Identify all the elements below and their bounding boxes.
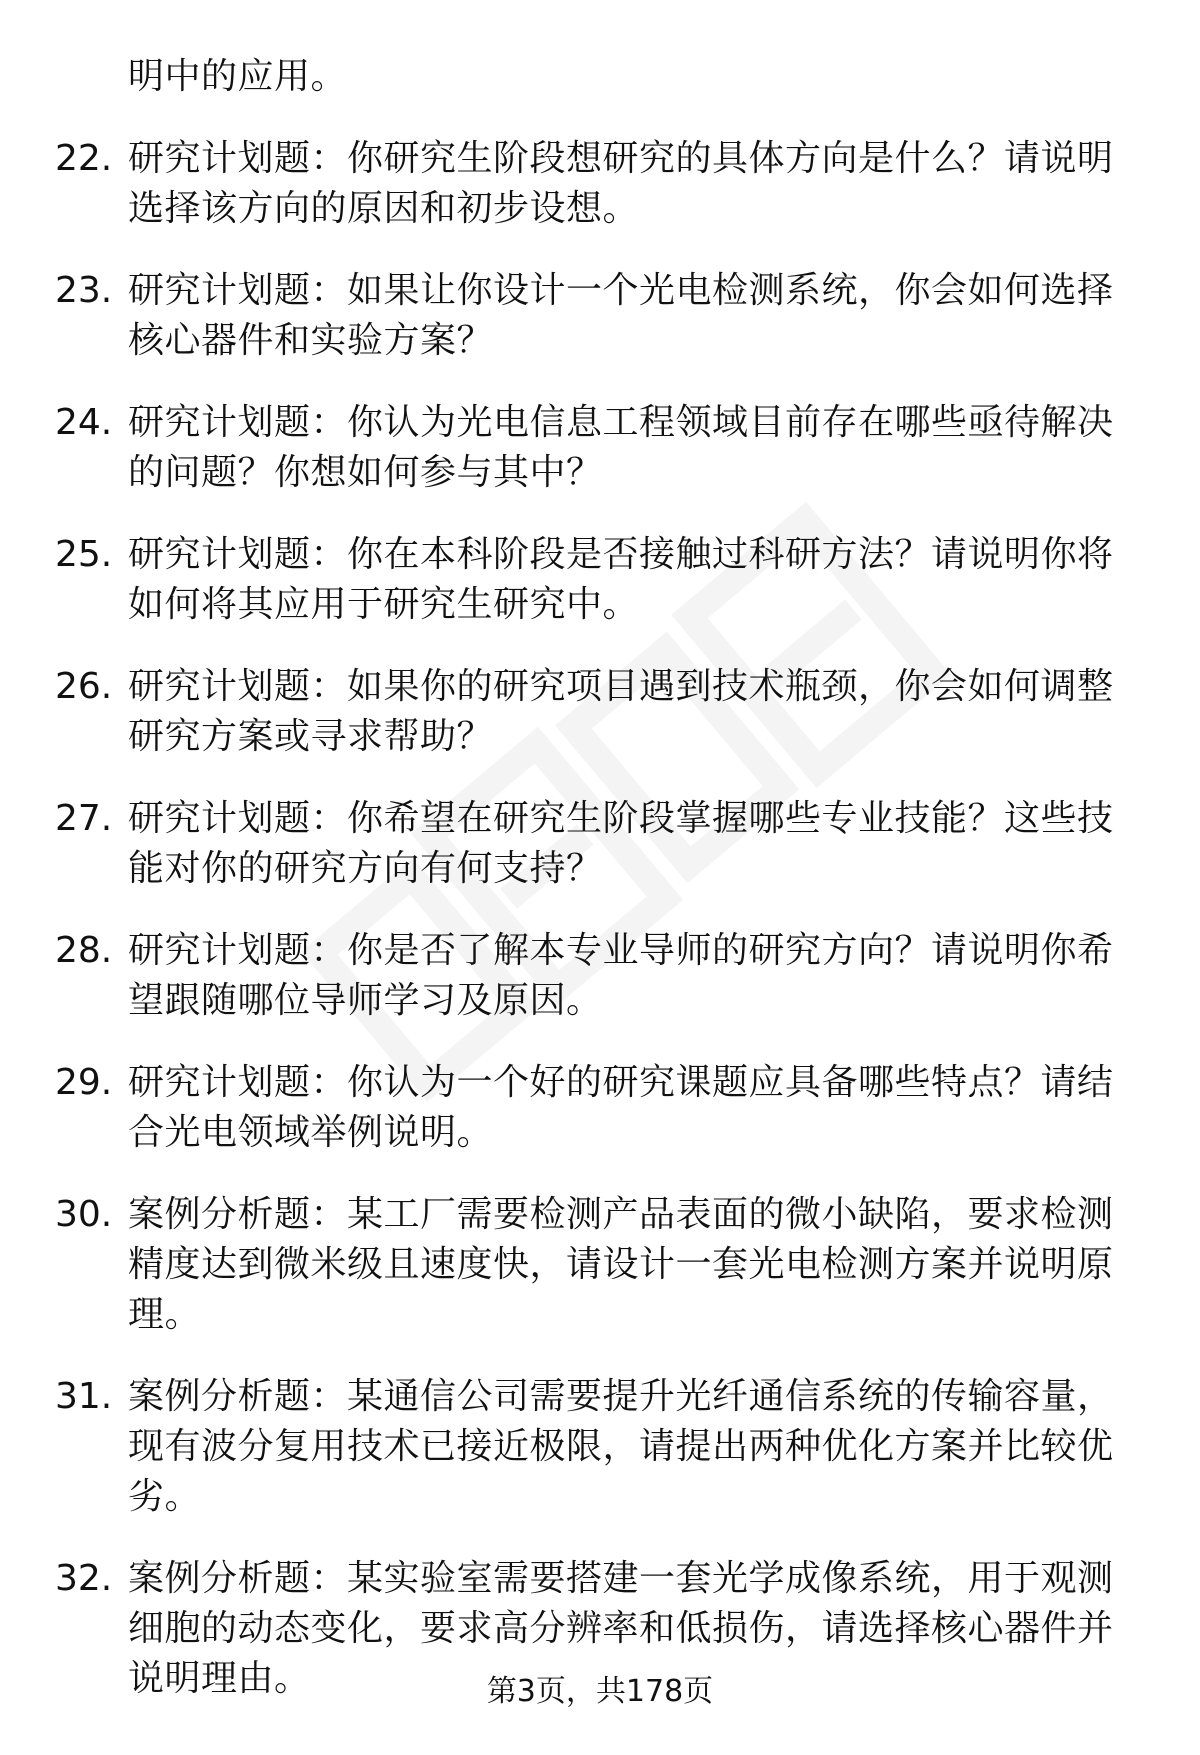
question-list [55, 52, 1145, 1736]
item-number: 27. [55, 798, 113, 839]
item-text: 案例分析题：某实验室需要搭建一套光学成像系统，用于观测细胞的动态变化，要求高分辨率和低损伤，请选择核心器件并说明理由。 [128, 1558, 1114, 1699]
continuation-text: 明中的应用。 [128, 56, 348, 97]
item-text: 研究计划题：如果你的研究项目遇到技术瓶颈，你会如何调整研究方案或寻求帮助？ [128, 666, 1114, 757]
item-text: 研究计划题：你认为一个好的研究课题应具备哪些特点？请结合光电领域举例说明。 [128, 1062, 1114, 1153]
item-text: 研究计划题：你在本科阶段是否接触过科研方法？请说明你将如何将其应用于研究生研究中。 [128, 534, 1114, 625]
item-text: 研究计划题：你希望在研究生阶段掌握哪些专业技能？这些技能对你的研究方向有何支持？ [128, 798, 1114, 889]
item-number: 31. [55, 1376, 113, 1417]
item-number: 25. [55, 534, 113, 575]
item-text: 研究计划题：你认为光电信息工程领域目前存在哪些亟待解决的问题？你想如何参与其中？ [128, 402, 1114, 493]
list-item [55, 1058, 1145, 1158]
item-number: 28. [55, 930, 113, 971]
item-number: 30. [55, 1194, 113, 1235]
list-item [55, 1190, 1145, 1340]
list-item [55, 134, 1145, 234]
list-item [55, 530, 1145, 630]
list-item [55, 794, 1145, 894]
list-item [55, 266, 1145, 366]
item-text: 案例分析题：某工厂需要检测产品表面的微小缺陷，要求检测精度达到微米级且速度快，请设计一套光电检测方案并说明原理。 [128, 1194, 1114, 1335]
item-text: 案例分析题：某通信公司需要提升光纤通信系统的传输容量，现有波分复用技术已接近极限，请提出两种优化方案并比较优劣。 [128, 1376, 1114, 1517]
list-item [55, 662, 1145, 762]
list-item [55, 926, 1145, 1026]
item-number: 22. [55, 138, 113, 179]
list-item [55, 1372, 1145, 1522]
item-text: 研究计划题：你研究生阶段想研究的具体方向是什么？请说明选择该方向的原因和初步设想。 [128, 138, 1114, 229]
item-text: 研究计划题：你是否了解本专业导师的研究方向？请说明你希望跟随哪位导师学习及原因。 [128, 930, 1114, 1021]
item-number: 23. [55, 270, 113, 311]
item-number: 26. [55, 666, 113, 707]
item-number: 32. [55, 1558, 113, 1599]
page-footer: 第3页，共178页 [486, 1674, 714, 1709]
item-text: 研究计划题：如果让你设计一个光电检测系统，你会如何选择核心器件和实验方案？ [128, 270, 1114, 361]
item-number: 29. [55, 1062, 113, 1103]
list-item [55, 398, 1145, 498]
item-number: 24. [55, 402, 113, 443]
